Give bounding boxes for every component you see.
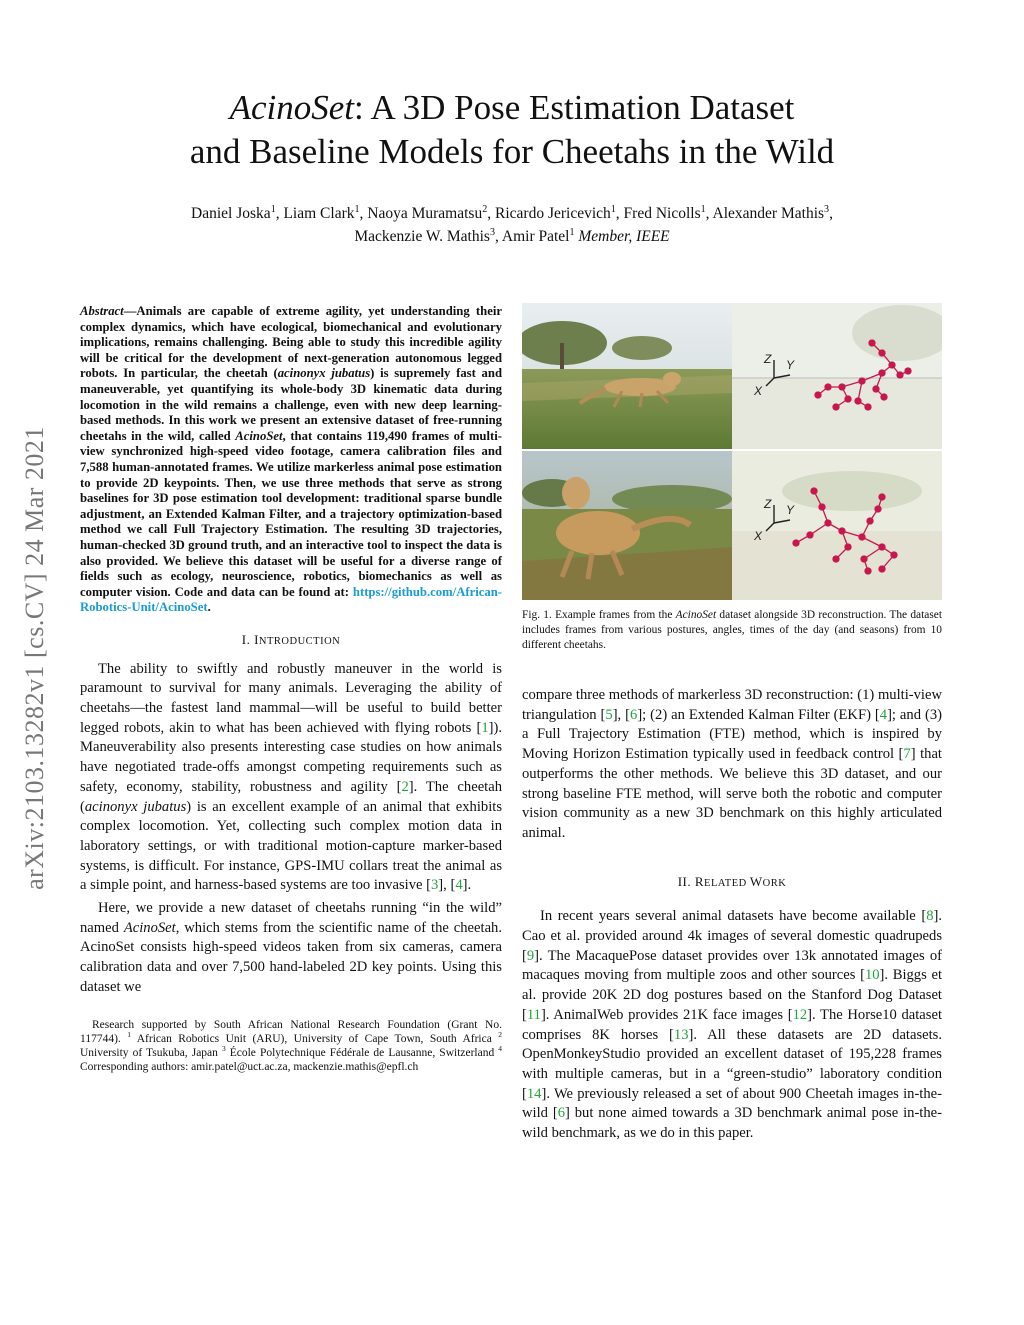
intro-paragraph-2: Here, we provide a new dataset of cheetahs running “in the wild” named AcinoSet, which stems from the scientific name of the cheetah. AcinoSet consists high-speed videos taken from six cameras, camera calibration data and over 7,500 hand-labeled 2D key points. Using this dataset we — [80, 900, 502, 995]
author-name: Daniel Joska — [191, 205, 271, 222]
citation-link[interactable]: 12 — [792, 1006, 808, 1023]
abstract-text: , that contains 119,490 frames of multi-view synchronized high-speed video footage, camera calibration files and 7,588 human-annotated frames. We utilize markerless animal pose estimation to provide 2D keypoints. Then, we use three methods that serve as strong baselines for 3D pose estimation tool development: traditional sparse bundle adjustment, an Extended Kalman Filter, and a trajectory optimization-based method we call Full Trajectory Estimation. The resulting 3D trajectories, human-checked 3D ground truth, and an interactive tool to inspect the data is also provided. We believe this dataset will be useful for a diverse range of fields such as ecology, neuroscience, robotics, biomechanics as well as computer vision. Code and data can be found at: — [80, 428, 502, 599]
author-membership: Member, IEEE — [578, 228, 670, 245]
abstract-dataset-name: AcinoSet — [235, 428, 283, 443]
author-list: Daniel Joska$^1$, Liam Clark$^1$, Naoya Muramatsu$^2$, Ricardo Jericevich$^1$, Fred Nicolls$^1$, Alexander Mathis$^3$, Mackenzie W. Mathis$^3$, Amir Patel$^1$ Member, IEEE — [191, 203, 833, 245]
citation-link[interactable]: 9 — [526, 947, 535, 964]
author-name: Fred Nicolls — [623, 205, 701, 222]
citation-link[interactable]: 14 — [526, 1085, 542, 1102]
title-line2: and Baseline Models for Cheetahs in the Wild — [189, 132, 835, 171]
citation-link[interactable]: 11 — [526, 1006, 541, 1023]
citation-link[interactable]: 4 — [879, 706, 888, 723]
right-column — [522, 686, 942, 1144]
axis-label-z: Z — [764, 497, 772, 511]
affiliation-mark: 1 — [569, 226, 575, 238]
abstract — [80, 304, 502, 616]
axis-label-z: Z — [764, 352, 772, 366]
abstract-species: acinonyx jubatus — [277, 366, 371, 381]
related-work-paragraph: In recent years several animal datasets have become available [8]. Cao et al. provided around 4k images of several domestic quadrupeds [9]. The MacaquePose dataset provides over 13k annotated images of macaques moving from multiple zoos and other sources [10]. Biggs et al. provide 20K 2D dog postures based on the Stanford Dog Dataset [11]. AnimalWeb provides 21K face images [12]. The Horse10 dataset comprises 8K horses [13]. All these datasets are 2D datasets. OpenMonkeyStudio provided an excellent dataset of 195,228 frames with multiple cameras, but in a “green-studio” laboratory condition [14]. We previously released a set of about 900 Cheetah images in-the-wild [6] but none aimed towards a 3D benchmark animal pose in-the-wild benchmark, as we do in this paper. — [522, 908, 943, 1142]
reconstruction-3d-bottom — [732, 451, 942, 600]
abstract-text: —Animals are capable of extreme agility, yet understanding their complex dynamics, which have ecological, biomechanical and evolutionary implications, remains challenging. Being able to study this incredible agility will be critical for the development of next-generation autonomous legged robots. In particular, the cheetah ( — [80, 304, 502, 381]
affiliation-mark: 3 — [824, 203, 830, 215]
affiliation-mark: 1 — [610, 203, 616, 215]
affiliation-mark: 1 — [354, 203, 360, 215]
citation-link[interactable]: 3 — [430, 877, 439, 894]
intro-continuation: compare three methods of markerless 3D reconstruction: (1) multi-view triangulation [5], [6]; (2) an Extended Kalman Filter (EKF) [4]; and (3) a Full Trajectory Estimation (FTE) method, which is inspired by Moving Horizon Estimation typically used in feedback control [7] that outperforms the other methods. We believe this 3D dataset, and our strong baseline FTE method, will serve both the robotic and computer vision community as a new 3D benchmark on this highly articulated animal. — [522, 687, 942, 841]
author-name: Liam Clark — [283, 205, 355, 222]
code-link[interactable]: https://github.com/African-Robotics-Unit/AcinoSet — [80, 584, 502, 615]
title-dataset-name: AcinoSet — [229, 88, 354, 127]
affiliation-mark: 1 — [700, 203, 706, 215]
abstract-label: Abstract — [80, 304, 124, 318]
paper-title — [100, 86, 924, 174]
footnote: Research supported by South African National Research Foundation (Grant No. 117744). $^1$ African Robotics Unit (ARU), University of Cape Town, South Africa $^2$ University of Tsukuba, Japan $^3$ École Polytechnique Fédérale de Lausanne, Switzerland $^4$ Corresponding authors: amir.patel@uct.ac.za, mackenzie.mathis@epfl.ch — [80, 1018, 502, 1074]
axis-label-y: Y — [786, 503, 795, 517]
citation-link[interactable]: 6 — [630, 706, 638, 723]
heading-initial: I — [254, 631, 259, 647]
figure-caption: Fig. 1. Example frames from the AcinoSet dataset alongside 3D reconstruction. The dataset includes frames from various postures, angles, times of the day (and seasons) from 10 different cheetahs. — [522, 609, 942, 651]
axis-label-y: Y — [786, 358, 795, 372]
abstract-text: ) is supremely fast and maneuverable, yet quantifying its whole-body 3D kinematic data during locomotion in the wild remains a challenge, even with new deep learning-based methods. In this work we present an extensive dataset of free-running cheetahs in the wild, called — [80, 366, 502, 443]
cheetah-photo-turning — [522, 451, 732, 600]
axis-label-x: X — [754, 529, 763, 543]
author-name: Naoya Muramatsu — [367, 205, 483, 222]
citation-link[interactable]: 2 — [401, 778, 409, 795]
section-heading-related-work: II. RELATED WORK — [677, 873, 787, 889]
citation-link[interactable]: 8 — [926, 908, 934, 925]
intro-paragraph-1: The ability to swiftly and robustly maneuver in the world is paramount to survival for many animals. Leveraging the ability of cheetahs—the fastest land mammal—will be useful to build better legged robots, akin to what has been achieved with flying robots [1]). Maneuverability also presents interesting case studies on how animals have negotiated trade-offs amongst competing requirements such as safety, economy, stability, robustness and agility [2]. The cheetah (acinonyx jubatus) is an excellent example of an animal that exhibits complex locomotion. Yet, collecting such complex motion data in laboratory settings, or with traditional motion-capture marker-based systems, is difficult. For instance, GPS-IMU collars treat the animal as a simple point, and harness-based systems are too invasive [3], [4]. — [80, 660, 502, 894]
citation-link[interactable]: 13 — [673, 1026, 689, 1043]
figure-1 — [522, 303, 942, 600]
citation-link[interactable]: 6 — [557, 1105, 565, 1122]
citation-link[interactable]: 10 — [864, 967, 880, 984]
affiliation-mark: 1 — [270, 203, 276, 215]
citation-link[interactable]: 5 — [605, 706, 613, 723]
affiliation-mark: 3 — [489, 226, 495, 238]
affiliation-mark: 2 — [482, 203, 488, 215]
author-name: Mackenzie W. Mathis — [354, 228, 490, 245]
author-name: Alexander Mathis — [712, 205, 825, 222]
axis-label-x: X — [754, 384, 763, 398]
author-name: Amir Patel — [501, 228, 570, 245]
citation-link[interactable]: 1 — [481, 719, 489, 736]
section-heading-introduction — [80, 630, 502, 652]
author-name: Ricardo Jericevich — [495, 205, 611, 222]
arxiv-identifier: arXiv:2103.13282v1 [cs.CV] 24 Mar 2021 — [20, 426, 49, 890]
reconstruction-3d-top — [732, 303, 942, 449]
heading-smallcaps: NTRODUCTION — [258, 635, 341, 647]
section-number: I. — [241, 631, 255, 647]
title-line1: : A 3D Pose Estimation Dataset — [354, 88, 795, 127]
abstract-text: . — [207, 600, 211, 615]
citation-link[interactable]: 7 — [903, 746, 911, 763]
left-column — [80, 304, 502, 1075]
cheetah-photo-running — [522, 303, 732, 449]
caption-label: Fig. 1. — [522, 609, 552, 621]
citation-link[interactable]: 4 — [455, 877, 463, 894]
